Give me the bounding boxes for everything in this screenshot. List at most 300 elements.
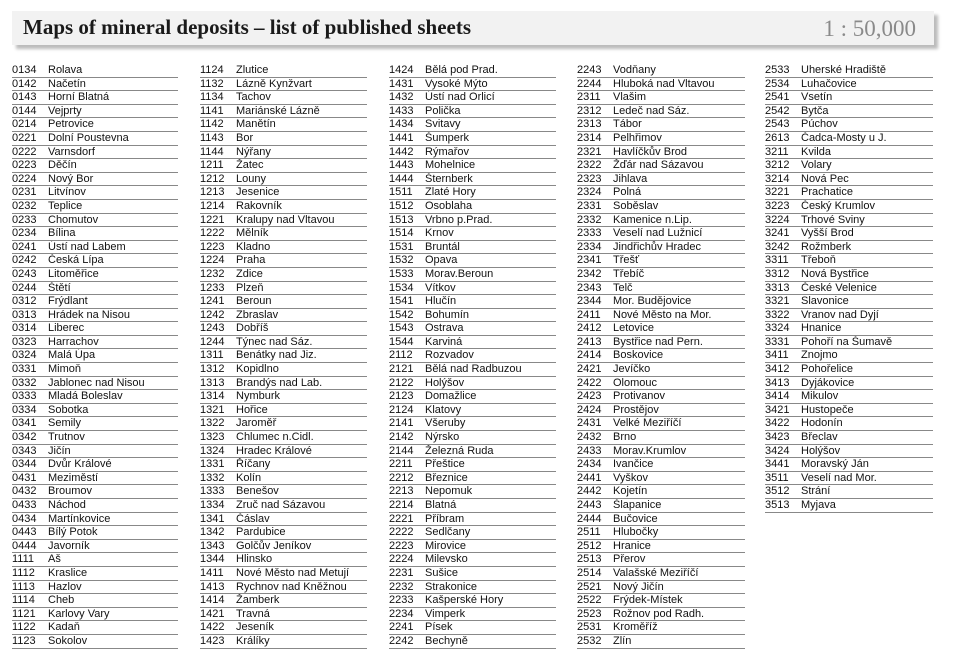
sheet-list-item (577, 295, 745, 309)
sheet-list-item (577, 472, 745, 486)
sheet-list-item (765, 404, 933, 418)
sheet-list-item (765, 118, 933, 132)
sheet-list-item (765, 186, 933, 200)
sheet-list-item (200, 635, 367, 649)
sheet-list-item (200, 513, 367, 527)
sheet-code: 3224 (765, 213, 790, 226)
sheet-list-item (200, 336, 367, 350)
sheet-code: 2314 (577, 131, 602, 144)
sheet-name: Sušice (425, 566, 459, 579)
sheet-name: Opava (425, 254, 458, 267)
sheet-name: Kraslice (48, 566, 88, 579)
sheet-code: 0323 (12, 335, 37, 348)
sheet-list-item (765, 214, 933, 228)
sheet-code: 2334 (577, 240, 602, 253)
sheet-name: Luhačovice (801, 77, 857, 90)
sheet-code: 0231 (12, 186, 37, 199)
sheet-list-item (577, 254, 745, 268)
sheet-list-item (389, 377, 556, 391)
sheet-list-item (389, 159, 556, 173)
sheet-code: 2221 (389, 512, 414, 525)
sheet-code: 2331 (577, 199, 602, 212)
sheet-list-item (389, 553, 556, 567)
sheet-name: Volary (801, 159, 832, 172)
sheet-code: 3512 (765, 485, 790, 498)
sheet-code: 1124 (200, 64, 224, 76)
sheet-list-item (200, 105, 367, 119)
sheet-list-item (389, 254, 556, 268)
sheet-list-item (200, 241, 367, 255)
sheet-name: Dvůr Králové (48, 458, 112, 471)
sheet-code: 1333 (200, 485, 225, 498)
sheet-code: 2211 (389, 458, 413, 471)
sheet-name: Dobříš (236, 322, 269, 335)
sheet-list-item (12, 132, 178, 146)
sheet-list-item (765, 499, 933, 513)
sheet-code: 1233 (200, 281, 225, 294)
sheet-code: 0224 (12, 172, 37, 185)
sheet-list-item (12, 309, 178, 323)
sheet-list-item (389, 390, 556, 404)
sheet-code: 1122 (12, 621, 36, 634)
sheet-list-item (12, 553, 178, 567)
sheet-name: Vsetín (801, 91, 833, 104)
sheet-list-item (765, 390, 933, 404)
sheet-name: Sedlčany (425, 526, 471, 539)
sheet-code: 1433 (389, 104, 414, 117)
sheet-code: 1442 (389, 145, 414, 158)
sheet-name: Třešť (613, 254, 640, 267)
sheet-name: Valašské Meziříčí (613, 566, 699, 579)
sheet-code: 3441 (765, 458, 790, 471)
sheet-name: Nymburk (236, 390, 281, 403)
sheet-code: 2323 (577, 172, 602, 185)
sheet-name: Mirovice (425, 539, 466, 552)
sheet-code: 1422 (200, 621, 225, 634)
sheet-name: Hlubočky (613, 526, 659, 539)
sheet-list-item (12, 458, 178, 472)
sheet-code: 0233 (12, 213, 37, 226)
sheet-name: Hořice (236, 403, 268, 416)
sheet-list-item (577, 282, 745, 296)
sheet-list-item (200, 553, 367, 567)
sheet-code: 1113 (12, 580, 35, 593)
sheet-list-item (200, 567, 367, 581)
sheet-name: Holýšov (801, 444, 841, 457)
sheet-list-item (200, 417, 367, 431)
sheet-name: Přeštice (425, 458, 465, 471)
sheet-list-item (577, 608, 745, 622)
sheet-list-item (765, 363, 933, 377)
sheet-code: 0443 (12, 526, 37, 539)
sheet-code: 1321 (200, 403, 225, 416)
sheet-code: 3324 (765, 322, 790, 335)
sheet-name: Bělá nad Radbuzou (425, 363, 522, 376)
sheet-list-item (389, 540, 556, 554)
sheet-list-item (577, 349, 745, 363)
sheet-name: Polička (425, 104, 461, 117)
sheet-code: 1534 (389, 281, 414, 294)
sheet-list-item (577, 132, 745, 146)
sheet-code: 2142 (389, 431, 414, 444)
sheet-code: 1132 (200, 77, 224, 90)
sheet-code: 2124 (389, 403, 414, 416)
sheet-name: Vranov nad Dyjí (801, 308, 879, 321)
sheet-code: 2413 (577, 335, 602, 348)
sheet-list-item (577, 146, 745, 160)
sheet-name: Javorník (48, 539, 90, 552)
sheet-code: 2444 (577, 512, 602, 525)
sheet-list-item (200, 581, 367, 595)
sheet-code: 2243 (577, 64, 602, 76)
sheet-code: 0444 (12, 539, 37, 552)
sheet-code: 2432 (577, 431, 602, 444)
sheet-list-item (12, 159, 178, 173)
sheet-code: 2234 (389, 607, 414, 620)
sheet-code: 2613 (765, 131, 790, 144)
sheet-code: 2241 (389, 621, 414, 634)
sheet-name: Soběslav (613, 199, 659, 212)
sheet-name: Kolín (236, 471, 262, 484)
sheet-list-item (12, 118, 178, 132)
sheet-name: Litvínov (48, 186, 86, 199)
sheet-name: Sobotka (48, 403, 89, 416)
sheet-name: Šlapanice (613, 499, 662, 511)
sheet-list-item (389, 635, 556, 649)
sheet-code: 1224 (200, 254, 225, 267)
sheet-code: 3214 (765, 172, 790, 185)
sheet-list-item (200, 78, 367, 92)
sheet-list-item (577, 64, 745, 78)
sheet-list-item (765, 132, 933, 146)
sheet-code: 2141 (389, 417, 414, 430)
sheet-name: Svitavy (425, 118, 461, 131)
sheet-list-item (12, 336, 178, 350)
sheet-list-item (200, 146, 367, 160)
sheet-code: 1221 (200, 213, 225, 226)
sheet-name: Bílina (48, 227, 76, 240)
sheet-list-item (765, 431, 933, 445)
sheet-name: Jaroměř (236, 417, 277, 430)
sheet-name: Přerov (613, 553, 646, 566)
sheet-name: Nová Bystřice (801, 267, 869, 280)
sheet-code: 0244 (12, 281, 37, 294)
sheet-name: Morav.Beroun (425, 267, 494, 280)
sheet-code: 1513 (389, 213, 414, 226)
sheet-list-item (765, 268, 933, 282)
sheet-code: 1223 (200, 240, 225, 253)
sheet-list-item (577, 159, 745, 173)
sheet-code: 2513 (577, 553, 602, 566)
sheet-code: 2242 (389, 634, 414, 647)
sheet-name: Česká Lípa (48, 254, 104, 267)
sheet-name: Vodňany (613, 64, 656, 76)
sheet-list-item (577, 214, 745, 228)
sheet-name: Bučovice (613, 512, 658, 525)
sheet-name: Hlučín (425, 295, 457, 308)
sheet-list-item (389, 268, 556, 282)
sheet-list-item (200, 309, 367, 323)
sheet-name: Rožnov pod Radh. (613, 607, 705, 620)
sheet-code: 3414 (765, 390, 790, 403)
sheet-code: 0343 (12, 444, 37, 457)
sheet-name: Slavonice (801, 295, 849, 308)
sheet-name: Prostějov (613, 403, 659, 416)
sheet-list-item (200, 91, 367, 105)
sheet-code: 1112 (12, 566, 35, 579)
sheet-code: 0242 (12, 254, 37, 267)
sheet-list-item (200, 200, 367, 214)
sheet-list-item (389, 227, 556, 241)
sheet-code: 1434 (389, 118, 414, 131)
sheet-list-item (200, 159, 367, 173)
sheet-list-item (389, 105, 556, 119)
sheet-name: Zlutice (236, 64, 269, 76)
sheet-list-item (389, 513, 556, 527)
sheet-list-item (577, 485, 745, 499)
sheet-name: Dolní Poustevna (48, 131, 129, 144)
sheet-code: 1324 (200, 444, 225, 457)
sheet-name: Frýdlant (48, 295, 88, 308)
sheet-code: 2324 (577, 186, 602, 199)
sheet-name: Hodonín (801, 417, 843, 430)
sheet-code: 2422 (577, 376, 602, 389)
sheet-name: Holýšov (425, 376, 465, 389)
sheet-code: 2521 (577, 580, 602, 593)
sheet-list-item (200, 377, 367, 391)
sheet-list-item (12, 472, 178, 486)
sheet-code: 1344 (200, 553, 225, 566)
sheet-name: Ostrava (425, 322, 464, 335)
sheet-code: 3422 (765, 417, 790, 430)
sheet-name: Čáslav (236, 512, 270, 525)
sheet-code: 2322 (577, 159, 602, 172)
sheet-code: 0433 (12, 499, 37, 511)
sheet-code: 1212 (200, 172, 225, 185)
sheet-list-item (200, 254, 367, 268)
sheet-list-item (389, 485, 556, 499)
sheet-code: 3311 (765, 254, 789, 267)
sheet-code: 2112 (389, 349, 413, 362)
sheet-code: 3221 (765, 186, 790, 199)
sheet-name: Sokolov (48, 634, 88, 647)
sheet-list-item (765, 91, 933, 105)
sheet-list-item (577, 241, 745, 255)
sheet-code: 3331 (765, 335, 790, 348)
sheet-list-item (765, 349, 933, 363)
sheet-name: Králíky (236, 634, 270, 647)
sheet-list-item (389, 417, 556, 431)
sheet-code: 1511 (389, 186, 413, 199)
sheet-name: Hlinsko (236, 553, 273, 566)
sheet-list-item (200, 227, 367, 241)
sheet-code: 2232 (389, 580, 414, 593)
sheet-list-item (200, 540, 367, 554)
sheet-name: Žatec (236, 159, 264, 172)
sheet-list-item (12, 200, 178, 214)
sheet-list-item (200, 64, 367, 78)
sheet-code: 2224 (389, 553, 414, 566)
sheet-list-item (765, 64, 933, 78)
sheet-code: 1322 (200, 417, 225, 430)
sheet-code: 3421 (765, 403, 790, 416)
sheet-name: Načetín (48, 77, 86, 90)
sheet-name: Nový Jičín (613, 580, 664, 593)
sheet-name: Telč (613, 281, 633, 294)
sheet-name: Kojetín (613, 485, 648, 498)
sheet-list-item (12, 513, 178, 527)
sheet-code: 2341 (577, 254, 602, 267)
sheet-code: 0434 (12, 512, 37, 525)
sheet-list-item (577, 91, 745, 105)
sheet-code: 2313 (577, 118, 602, 131)
sheet-name: Harrachov (48, 335, 99, 348)
sheet-list-item (12, 322, 178, 336)
sheet-list-item (577, 513, 745, 527)
sheet-list-item (389, 621, 556, 635)
sheet-code: 1343 (200, 539, 225, 552)
sheet-name: Březnice (425, 471, 468, 484)
sheet-code: 1213 (200, 186, 225, 199)
sheet-name: Jablonec nad Nisou (48, 376, 145, 389)
sheet-list-item (12, 417, 178, 431)
sheet-code: 1444 (389, 172, 414, 185)
sheet-name: Vimperk (425, 607, 466, 620)
sheet-name: Štětí (48, 281, 71, 294)
sheet-list-item (200, 431, 367, 445)
sheet-name: Šternberk (425, 172, 473, 185)
sheet-name: Šumperk (425, 131, 470, 144)
sheet-name: Náchod (48, 499, 86, 511)
sheet-name: Blatná (425, 499, 457, 511)
sheet-name: Prachatice (801, 186, 853, 199)
sheet-list-item (200, 499, 367, 513)
sheet-code: 1243 (200, 322, 225, 335)
sheet-name: Litoměřice (48, 267, 99, 280)
sheet-list-item (389, 146, 556, 160)
sheet-code: 2222 (389, 526, 414, 539)
sheet-list-item (765, 472, 933, 486)
sheet-name: Meziměstí (48, 471, 99, 484)
sheet-list-item (12, 377, 178, 391)
sheet-name: Beroun (236, 295, 272, 308)
sheet-name: Týnec nad Sáz. (236, 335, 313, 348)
sheet-list-item (765, 159, 933, 173)
sheet-list-item (200, 282, 367, 296)
sheet-name: Pelhřimov (613, 131, 662, 144)
sheet-list-item (389, 445, 556, 459)
sheet-list-item (200, 458, 367, 472)
sheet-name: Veselí nad Lužnicí (613, 227, 703, 240)
sheet-name: Malá Úpa (48, 349, 96, 362)
sheet-list-item (577, 227, 745, 241)
sheet-name: Mor. Budějovice (613, 295, 692, 308)
sheet-code: 1211 (200, 159, 224, 172)
sheet-name: Rychnov nad Kněžnou (236, 580, 347, 593)
sheet-code: 2542 (765, 104, 790, 117)
sheet-code: 2223 (389, 539, 414, 552)
sheet-code: 0234 (12, 227, 37, 240)
sheet-code: 1541 (389, 295, 414, 308)
sheet-list-column-3 (389, 64, 556, 649)
sheet-name: Kašperské Hory (425, 594, 504, 607)
sheet-list-item (765, 336, 933, 350)
sheet-list-column-2 (200, 64, 367, 649)
sheet-name: Milevsko (425, 553, 468, 566)
sheet-code: 0313 (12, 308, 37, 321)
sheet-code: 2332 (577, 213, 602, 226)
sheet-list-column-5 (765, 64, 933, 513)
sheet-code: 2533 (765, 64, 790, 76)
sheet-list-item (389, 363, 556, 377)
sheet-list-item (389, 132, 556, 146)
sheet-list-item (577, 336, 745, 350)
sheet-code: 1111 (12, 553, 35, 566)
sheet-name: Zdice (236, 267, 263, 280)
sheet-code: 0143 (12, 91, 37, 104)
sheet-code: 1242 (200, 308, 225, 321)
sheet-code: 2213 (389, 485, 414, 498)
sheet-list-item (577, 526, 745, 540)
sheet-code: 0134 (12, 64, 37, 76)
sheet-name: Krnov (425, 227, 454, 240)
sheet-code: 0334 (12, 403, 37, 416)
sheet-name: Petrovice (48, 118, 94, 131)
sheet-name: Martínkovice (48, 512, 111, 525)
sheet-list-item (389, 295, 556, 309)
sheet-list-item (389, 186, 556, 200)
sheet-name: Mladá Boleslav (48, 390, 123, 403)
sheet-code: 1312 (200, 363, 225, 376)
sheet-code: 1134 (200, 91, 224, 104)
sheet-code: 0241 (12, 240, 37, 253)
sheet-list-item (12, 499, 178, 513)
sheet-code: 1144 (200, 145, 224, 158)
sheet-name: Plzeň (236, 281, 264, 294)
sheet-list-item (200, 608, 367, 622)
sheet-name: Trhové Sviny (801, 213, 865, 226)
sheet-name: Nová Pec (801, 172, 849, 185)
sheet-list-item (389, 499, 556, 513)
sheet-code: 1244 (200, 335, 225, 348)
sheet-name: Jeseník (236, 621, 274, 634)
sheet-code: 1423 (200, 634, 225, 647)
sheet-list-item (577, 309, 745, 323)
sheet-name: Havlíčkův Brod (613, 145, 687, 158)
sheet-list-item (577, 118, 745, 132)
sheet-name: Tachov (236, 91, 271, 104)
sheet-name: Varnsdorf (48, 145, 95, 158)
sheet-list-item (389, 581, 556, 595)
sheet-code: 1142 (200, 118, 224, 131)
sheet-code: 1214 (200, 199, 225, 212)
sheet-list-item (12, 295, 178, 309)
sheet-code: 1114 (12, 594, 35, 607)
sheet-name: Karlovy Vary (48, 607, 110, 620)
sheet-code: 2423 (577, 390, 602, 403)
sheet-code: 1544 (389, 335, 414, 348)
sheet-code: 2414 (577, 349, 602, 362)
sheet-list-item (12, 105, 178, 119)
sheet-code: 0142 (12, 77, 37, 90)
sheet-list-item (577, 186, 745, 200)
sheet-list-item (389, 173, 556, 187)
sheet-name: Vlašim (613, 91, 647, 104)
sheet-code: 3423 (765, 431, 790, 444)
sheet-name: Pohoří na Šumavě (801, 335, 893, 348)
sheet-code: 1543 (389, 322, 414, 335)
sheet-code: 3322 (765, 308, 790, 321)
